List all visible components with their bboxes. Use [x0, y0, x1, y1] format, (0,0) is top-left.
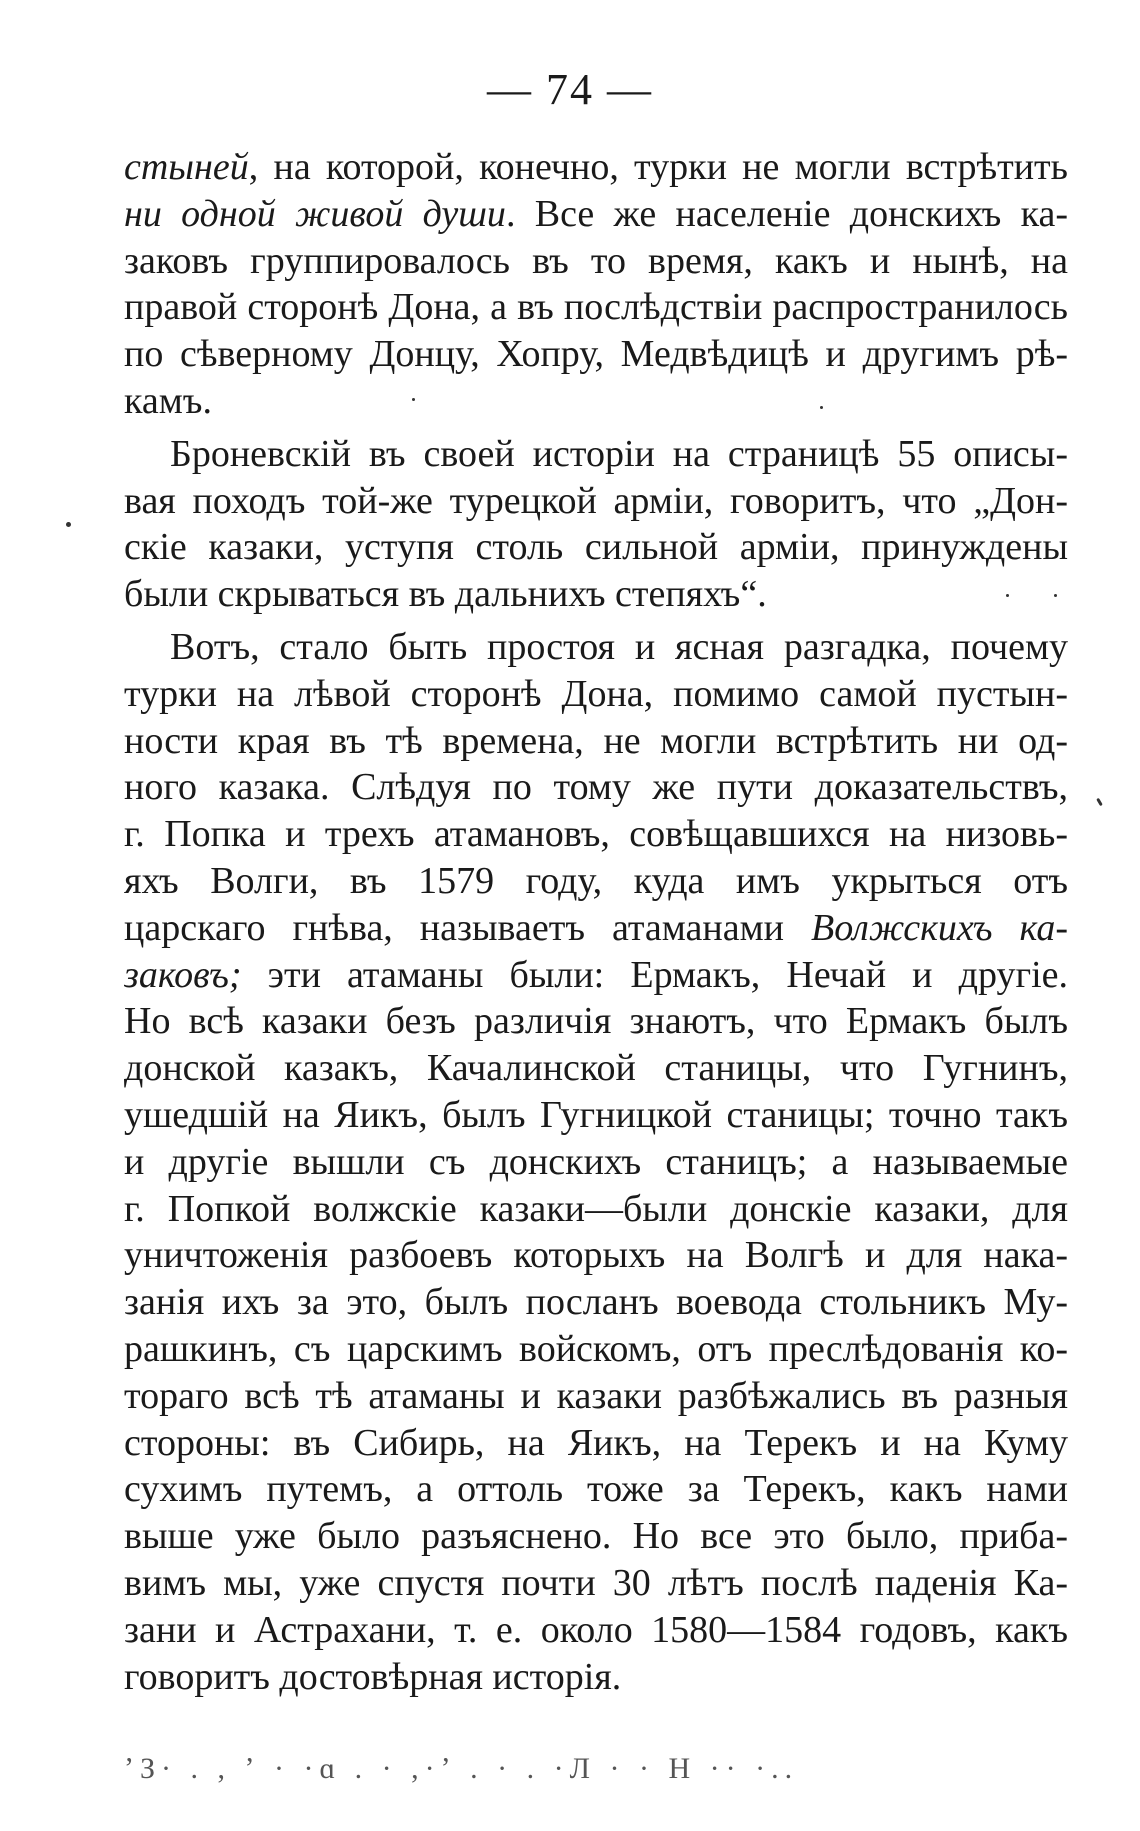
text-run: правой сторонѣ Дона, а въ послѣдствіи распространилось: [124, 286, 1068, 329]
text-run: ности края въ тѣ времена, не могли встрѣтить ни од-: [124, 719, 1068, 762]
text-run: заковъ группировалось въ то время, какъ и нынѣ, на: [124, 239, 1068, 282]
body-text: [124, 144, 1068, 1706]
text-line: [124, 524, 1068, 571]
text-run: . Все же населеніе донскихъ ка-: [505, 192, 1068, 235]
text-run: донской казакъ, Качалинской станицы, что Гугнинъ,: [124, 1047, 1068, 1090]
text-line: [124, 238, 1068, 285]
text-line: [124, 1420, 1068, 1467]
text-run: ного казака. Слѣдуя по тому же пути доказательствъ,: [124, 766, 1068, 809]
text-run: , на которой, конечно, турки не могли встрѣтить: [248, 146, 1068, 188]
text-run: тораго всѣ тѣ атаманы и казаки разбѣжались въ разныя: [124, 1374, 1068, 1417]
text-line: [124, 571, 1068, 618]
text-line: [124, 478, 1068, 525]
text-run: по сѣверному Донцу, Хопру, Медвѣдицѣ и другимъ рѣ-: [124, 333, 1068, 376]
text-line: [124, 718, 1068, 765]
text-line: [124, 952, 1068, 999]
text-run: стороны: въ Сибирь, на Яикъ, на Терекъ и на Куму: [124, 1421, 1068, 1464]
text-run: вая походъ той-же турецкой арміи, говоритъ, что „Дон-: [124, 479, 1068, 522]
text-line: [124, 1513, 1068, 1560]
text-line: [124, 905, 1068, 952]
text-run: царскаго гнѣва, называетъ атаманами: [124, 906, 811, 949]
text-line: [124, 1373, 1068, 1420]
text-run: Но всѣ казаки безъ различія знаютъ, что Ермакъ былъ: [124, 1000, 1068, 1043]
italic-run: заковъ;: [124, 953, 242, 996]
text-run: камъ.: [124, 379, 212, 422]
italic-run: стыней: [124, 146, 249, 188]
text-line: [124, 1607, 1068, 1654]
text-line: [124, 811, 1068, 858]
ink-speck: [412, 398, 415, 401]
italic-run: ни одной живой души: [124, 192, 506, 235]
text-run: яхъ Волги, въ 1579 году, куда имъ укрыться отъ: [124, 859, 1068, 902]
ink-speck: [1006, 594, 1009, 597]
ink-speck: [820, 406, 823, 409]
text-run: Вотъ, стало быть простоя и ясная разгадка, почему: [170, 625, 1068, 668]
text-line: [124, 284, 1068, 331]
text-line: [124, 1139, 1068, 1186]
text-line: [124, 1654, 1068, 1701]
text-line: [124, 671, 1068, 718]
ink-speck: [1096, 798, 1103, 806]
text-line: [124, 331, 1068, 378]
text-run: и другіе вышли съ донскихъ станицъ; а называемые: [124, 1140, 1068, 1183]
ink-speck: [66, 522, 71, 527]
ink-speck: [1054, 594, 1057, 597]
text-line: [124, 1232, 1068, 1279]
text-run: сухимъ путемъ, а оттоль тоже за Терекъ, какъ нами: [124, 1468, 1068, 1511]
text-line: [124, 624, 1068, 671]
text-run: Броневскій въ своей исторіи на страницѣ 55 описы-: [170, 432, 1068, 475]
text-line: [124, 858, 1068, 905]
italic-run: Волжскихъ ка-: [811, 906, 1068, 949]
text-line: [124, 1045, 1068, 1092]
text-line: [124, 431, 1068, 478]
text-run: зани и Астрахани, т. е. около 1580—1584 годовъ, какъ: [124, 1608, 1068, 1651]
text-run: скіе казаки, уступя столь сильной арміи, принуждены: [124, 526, 1068, 569]
text-run: говоритъ достовѣрная исторія.: [124, 1655, 622, 1698]
text-run: турки на лѣвой сторонѣ Дона, помимо самой пустын-: [124, 672, 1068, 715]
text-run: г. Попка и трехъ атамановъ, совѣщавшихся на низовь-: [124, 813, 1068, 856]
text-line: [124, 1560, 1068, 1607]
page-number: — 74 —: [487, 65, 653, 114]
text-line: [124, 191, 1068, 238]
text-line: [124, 764, 1068, 811]
faded-bottom-line: ʼЗ· . , ʼ · ·ɑ . · ,·ʼ . · . ·Л · · Н ·· ·..: [124, 1752, 799, 1785]
text-line: [124, 144, 1068, 191]
text-line: [124, 1186, 1068, 1233]
text-line: [124, 1092, 1068, 1139]
text-line: [124, 1466, 1068, 1513]
text-run: были скрываться въ дальнихъ степяхъ“.: [124, 573, 767, 616]
text-run: ушедшій на Яикъ, былъ Гугницкой станицы; точно такъ: [124, 1093, 1068, 1136]
text-line: [124, 378, 1068, 425]
text-run: рашкинъ, съ царскимъ войскомъ, отъ преслѣдованія ко-: [124, 1327, 1068, 1370]
text-line: [124, 1279, 1068, 1326]
text-run: занія ихъ за это, былъ посланъ воевода стольникъ Му-: [124, 1281, 1068, 1324]
text-run: эти атаманы были: Ермакъ, Нечай и другіе.: [241, 953, 1068, 996]
text-run: г. Попкой волжскіе казаки—были донскіе казаки, для: [124, 1187, 1068, 1230]
text-run: вимъ мы, уже спустя почти 30 лѣтъ послѣ паденія Ка-: [124, 1561, 1068, 1604]
text-line: [124, 998, 1068, 1045]
text-line: [124, 1326, 1068, 1373]
text-run: выше уже было разъяснено. Но все это было, прибa-: [124, 1515, 1068, 1558]
text-run: уничтоженія разбоевъ которыхъ на Волгѣ и для нака-: [124, 1234, 1068, 1277]
